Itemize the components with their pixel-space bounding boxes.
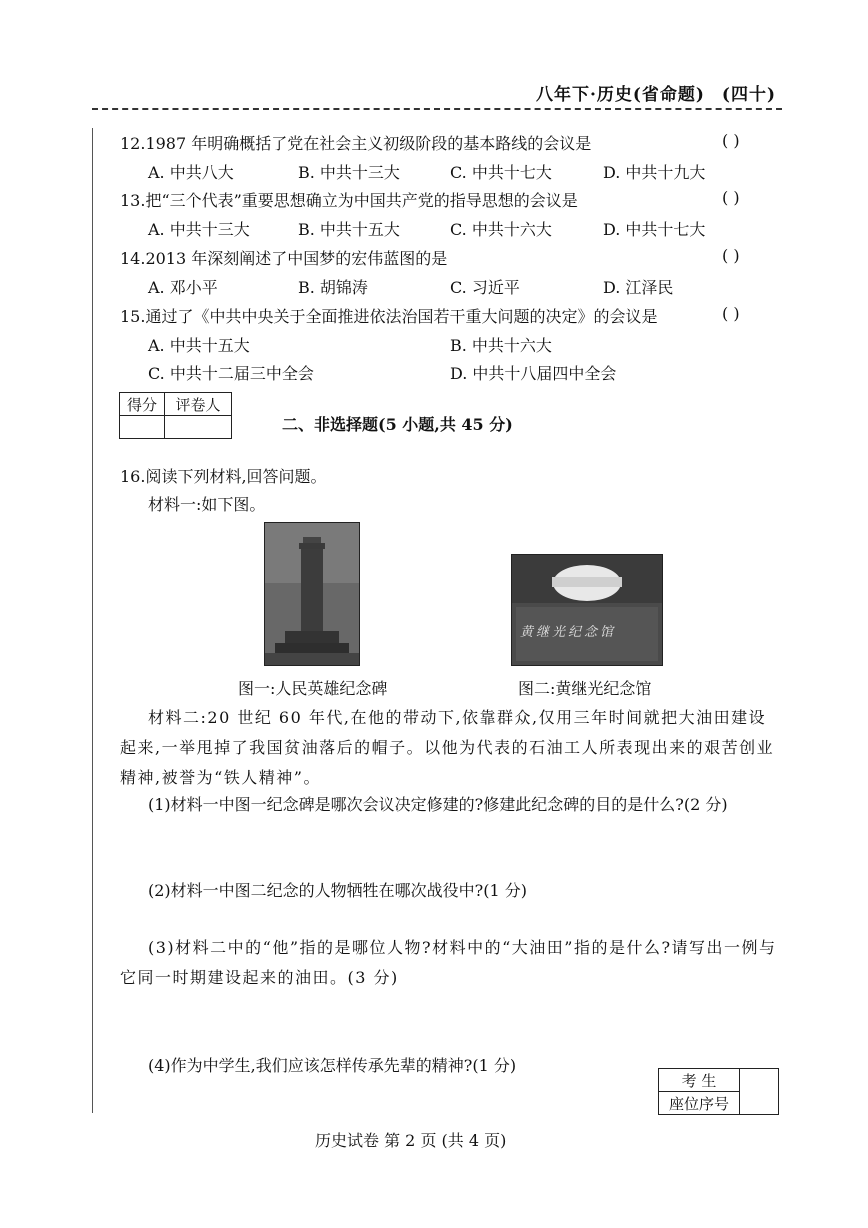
- question-16-stem: 16.阅读下列材料,回答问题。: [120, 467, 327, 486]
- header-number: (四十): [721, 85, 776, 105]
- question-14-option-b[interactable]: B. 胡锦涛: [298, 278, 368, 297]
- header-divider: [92, 108, 782, 110]
- seat-number-cell[interactable]: [740, 1069, 779, 1115]
- score-box: [119, 392, 232, 439]
- question-14-option-c[interactable]: C. 习近平: [450, 278, 520, 297]
- page-footer: 历史试卷 第 2 页 (共 4 页): [315, 1131, 507, 1150]
- monument-photo: [264, 522, 360, 666]
- question-14-option-a[interactable]: A. 邓小平: [148, 278, 218, 297]
- material-2-text: 材料二:20 世纪 60 年代,在他的带动下,依靠群众,仅用三年时间就把大油田建设起来,一举甩掉了我国贫油落后的帽子。以他为代表的石油工人所表现出来的艰苦创业精神,被誉为“铁人精神”。: [120, 708, 775, 787]
- page-header: [526, 80, 776, 105]
- question-13-option-a[interactable]: A. 中共十三大: [148, 220, 250, 239]
- memorial-hall-photo: [511, 554, 663, 666]
- question-15-answer-blank[interactable]: ( ): [722, 304, 740, 323]
- sub-question-1: (1)材料一中图一纪念碑是哪次会议决定修建的?修建此纪念碑的目的是什么?(2 分): [148, 795, 728, 814]
- question-15-stem: 15.通过了《中共中央关于全面推进依法治国若干重大问题的决定》的会议是: [120, 307, 658, 326]
- question-15-option-a[interactable]: A. 中共十五大: [148, 336, 250, 355]
- score-label: 得分: [120, 393, 165, 416]
- question-15-option-d[interactable]: D. 中共十八届四中全会: [450, 364, 617, 383]
- question-13-answer-blank[interactable]: ( ): [722, 188, 740, 207]
- question-13-option-b[interactable]: B. 中共十五大: [298, 220, 400, 239]
- question-12-option-a[interactable]: A. 中共八大: [148, 163, 234, 182]
- question-12-option-b[interactable]: B. 中共十三大: [298, 163, 400, 182]
- question-12-option-d[interactable]: D. 中共十九大: [603, 163, 706, 182]
- grader-label: 评卷人: [165, 393, 232, 416]
- score-cell[interactable]: [120, 416, 165, 439]
- question-13-stem: 13.把“三个代表”重要思想确立为中国共产党的指导思想的会议是: [120, 191, 578, 210]
- question-14-answer-blank[interactable]: ( ): [722, 246, 740, 265]
- question-15-option-b[interactable]: B. 中共十六大: [450, 336, 552, 355]
- material-1-label: 材料一:如下图。: [148, 495, 266, 514]
- section-2-title: 二、非选择题(5 小题,共 45 分): [282, 415, 513, 434]
- figure-1-caption: 图一:人民英雄纪念碑: [238, 679, 388, 698]
- question-12-answer-blank[interactable]: ( ): [722, 131, 740, 150]
- question-15-option-c[interactable]: C. 中共十二届三中全会: [148, 364, 314, 383]
- question-13-option-d[interactable]: D. 中共十七大: [603, 220, 706, 239]
- question-13-option-c[interactable]: C. 中共十六大: [450, 220, 552, 239]
- seat-number-box: [658, 1068, 779, 1115]
- sub-question-3: (3)材料二中的“他”指的是哪位人物?材料中的“大油田”指的是什么?请写出一例与它同一时期建设起来的油田。(3 分): [120, 938, 777, 987]
- figure-2-caption: 图二:黄继光纪念馆: [518, 679, 652, 698]
- seat-label-line2: 座位序号: [659, 1092, 740, 1115]
- margin-line: [92, 128, 93, 1113]
- question-14-stem: 14.2013 年深刻阐述了中国梦的宏伟蓝图的是: [120, 249, 448, 268]
- question-12-stem: 12.1987 年明确概括了党在社会主义初级阶段的基本路线的会议是: [120, 134, 592, 153]
- sub-question-4: (4)作为中学生,我们应该怎样传承先辈的精神?(1 分): [148, 1056, 517, 1075]
- header-title: 八年下·历史(省命题): [535, 85, 705, 105]
- question-12-option-c[interactable]: C. 中共十七大: [450, 163, 552, 182]
- question-14-option-d[interactable]: D. 江泽民: [603, 278, 674, 297]
- grader-cell[interactable]: [165, 416, 232, 439]
- seat-label-line1: 考 生: [659, 1069, 740, 1092]
- sub-question-2: (2)材料一中图二纪念的人物牺牲在哪次战役中?(1 分): [148, 881, 527, 900]
- memorial-inscription: 黄继光纪念馆: [520, 625, 617, 640]
